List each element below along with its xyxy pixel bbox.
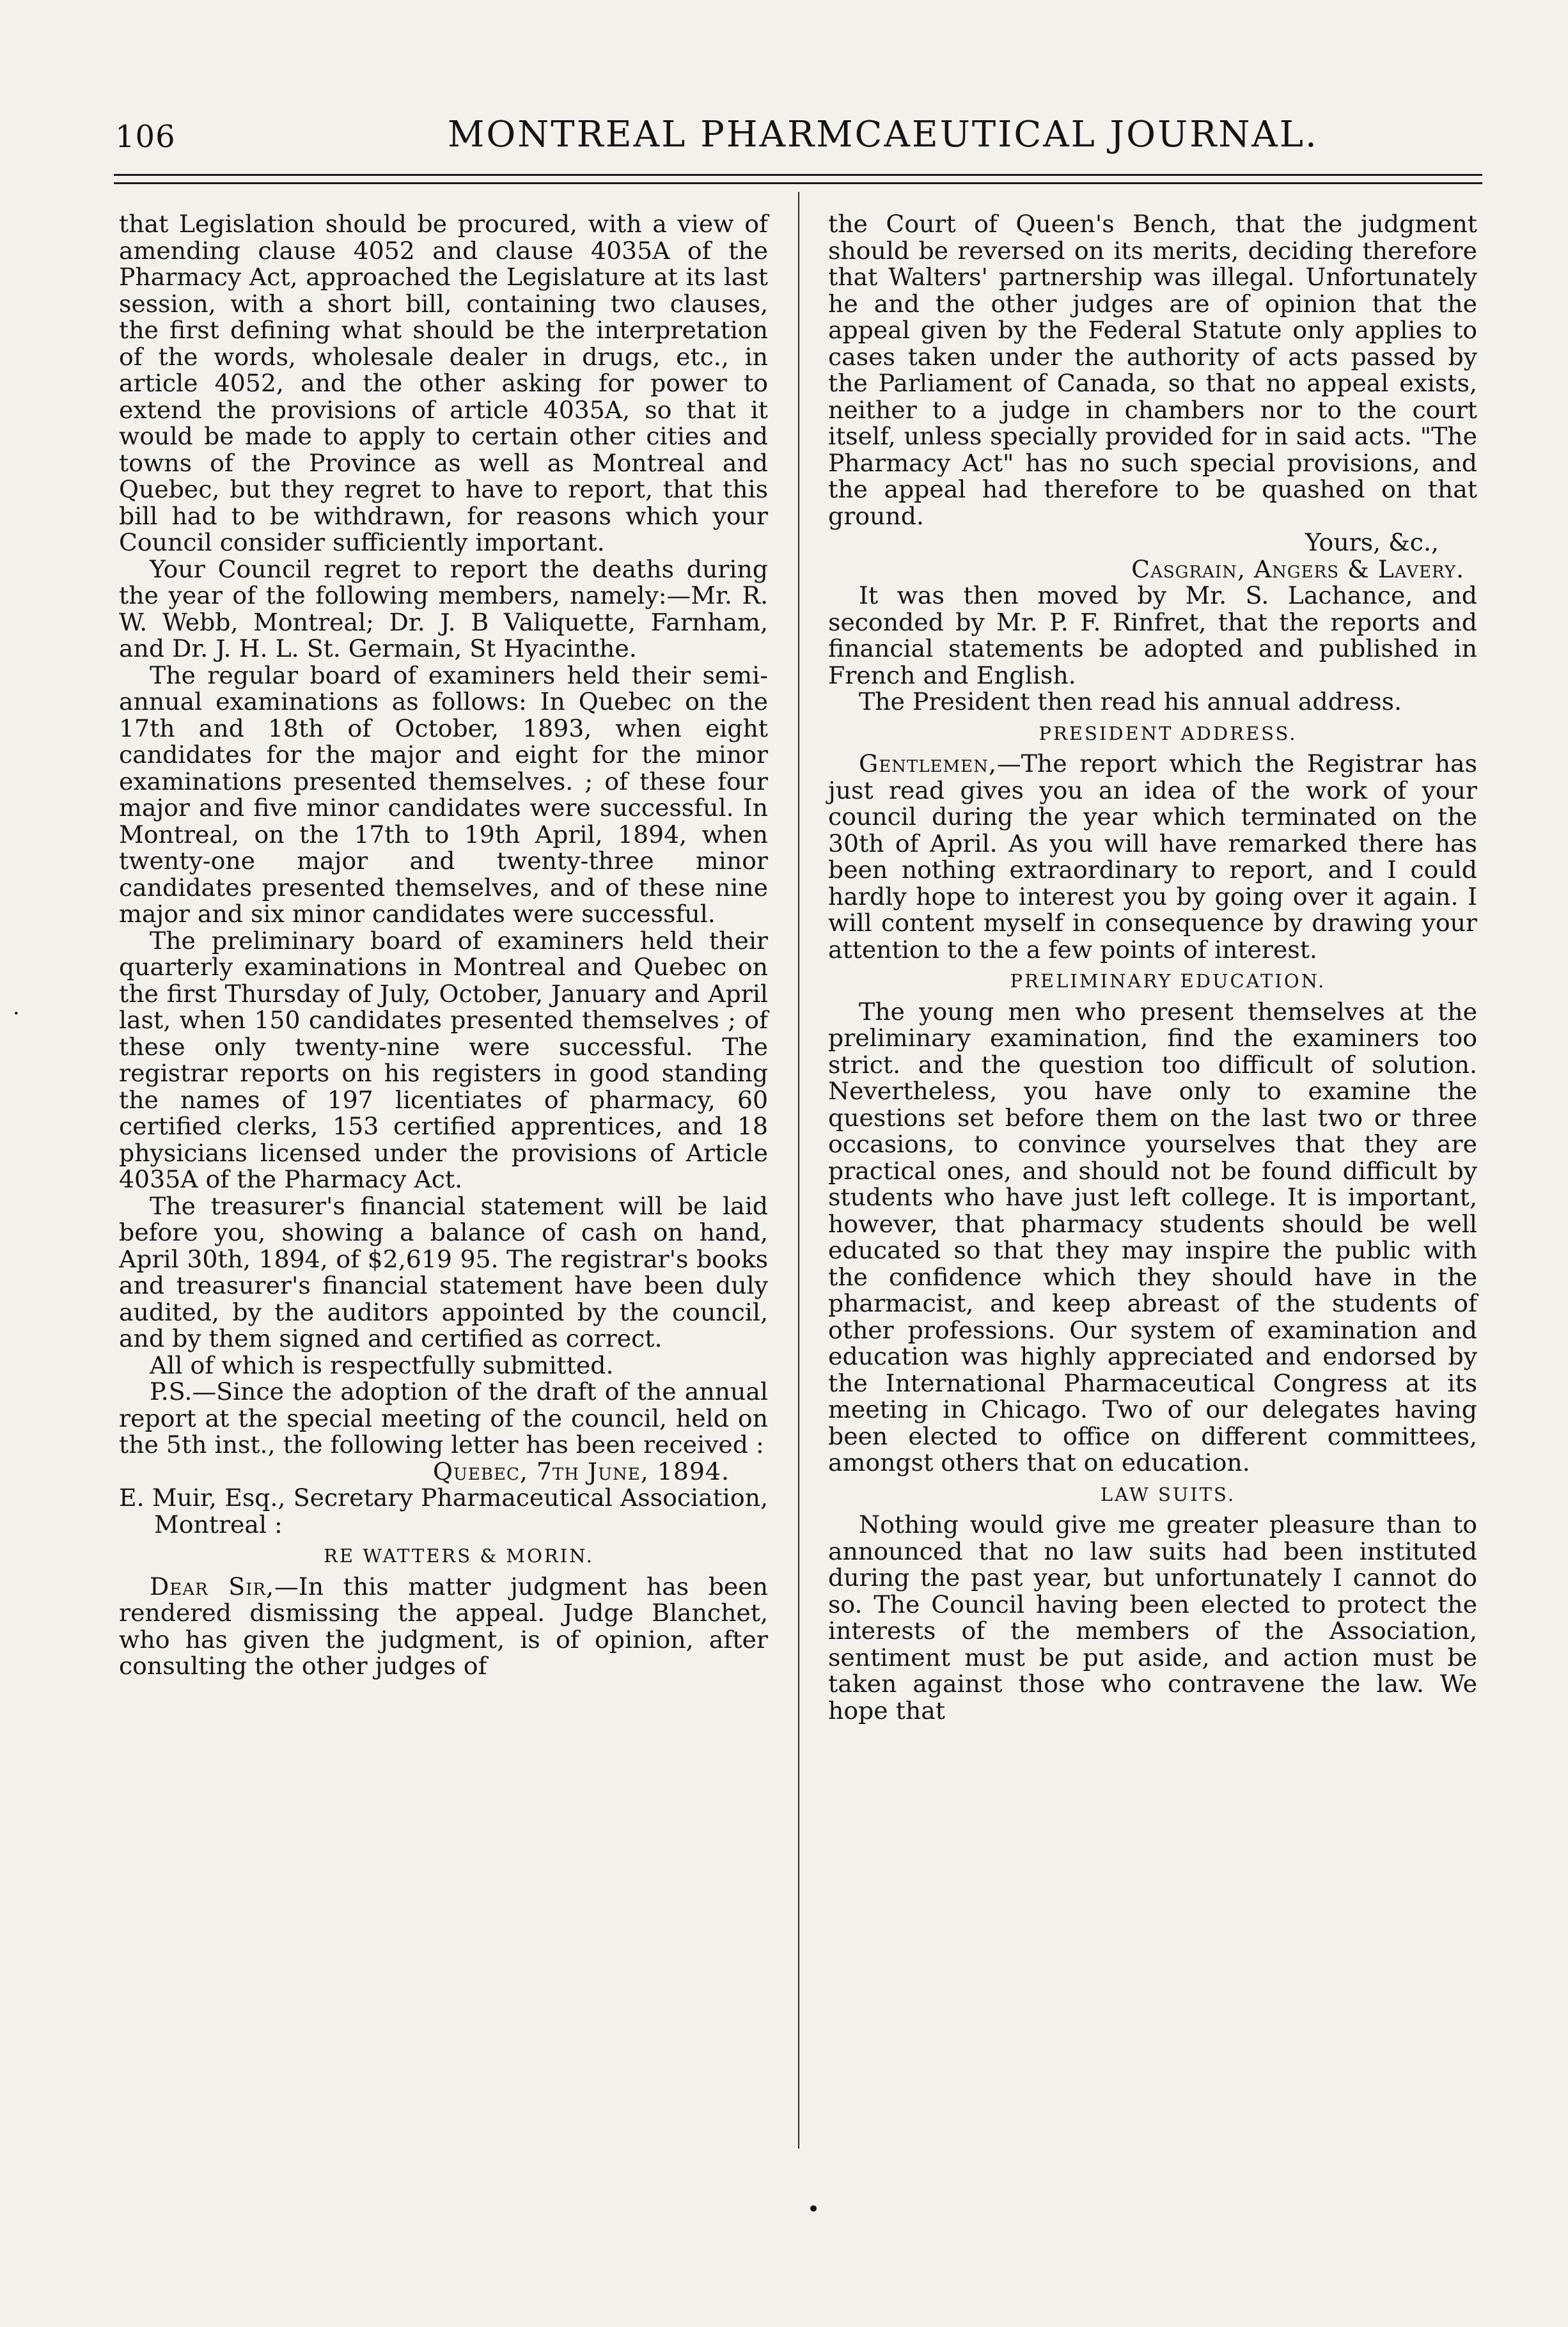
page-number: 106 <box>115 119 176 155</box>
header-rule-top <box>114 174 1482 176</box>
letter-body-text: —In this matter judgment has been rendered dismissing the appeal. Judge Blanchet, who has given the judgment, is of opinion, after consulting the other judges of <box>119 1572 769 1680</box>
letter-closing: Yours, &c., <box>1305 528 1439 556</box>
page-header <box>115 114 1490 159</box>
heading-president-address: PRESIDENT ADDRESS. <box>1039 722 1298 744</box>
letter-salutation: Dear Sir, <box>150 1572 274 1601</box>
right-paragraph-2: It was then moved by Mr. S. Lachance, and seconded by Mr. P. F. Rinfret, that the reports and financial statements be adopted and published in French and English. <box>828 581 1477 689</box>
left-paragraph-4: The preliminary board of examiners held their quarterly examinations in Montreal and Quebec on the first Thursday of July, October, January and April last, when 150 candidates presented themselves ; of these only twenty-nine were successful. The registrar reports on his registers in good standing the names of 197 licentiates of pharmacy, 60 certified clerks, 153 certified apprentices, and 18 physicians licensed under the provisions of Article 4035A of the Pharmacy Act. <box>119 926 768 1193</box>
left-paragraph-3: The regular board of examiners held their semi-annual examinations as follows: In Quebec on the 17th and 18th of October, 1893, when eight candidates for the major and eight for the minor examinations presented themselves. ; of these four major and five minor candidates were successful. In Montreal, on the 17th to 19th April, 1894, when twenty-one major and twenty-three minor candidates presented themselves, and of these nine major and six minor candidates were successful. <box>119 661 768 928</box>
address-opening <box>828 751 1477 963</box>
letter-body <box>119 1574 768 1680</box>
address-opening-text: —The report which the Registrar has just read gives you an idea of the work of your council during the year which terminated on the 30th of April. As you will have remarked there has been nothing extraordinary to report, and I could hardly hope to interest you by going over it again. I will content myself in consequence by drawing your attention to the a few points of interest. <box>828 749 1477 964</box>
running-title: MONTREAL PHARMCAEUTICAL JOURNAL. <box>448 114 1319 155</box>
letter-addressee: E. Muir, Esq., Secretary Pharmaceutical Association, Montreal : <box>119 1484 768 1539</box>
header-rule-bottom <box>114 182 1482 184</box>
right-column <box>828 211 1477 1724</box>
left-paragraph-5: The treasurer's financial statement will be laid before you, showing a balance of cash on hand, April 30th, 1894, of $2,619 95. The registrar's books and treasurer's financial statement have been duly audited, by the auditors appointed by the council, and by them signed and certified as correct. <box>119 1191 768 1352</box>
heading-law-suits: LAW SUITS. <box>1100 1483 1236 1505</box>
letter-dateline: Quebec, 7th June, 1894. <box>433 1457 730 1485</box>
right-paragraph-law-suits: Nothing would give me greater pleasure than to announced that no law suits had been instituted during the past year, but unfortunately I cannot do so. The Council having been elected to protect the interests of the members of the Association, sentiment must be put aside, and action must be taken against those who contravene the law. We hope that <box>828 1510 1477 1725</box>
right-paragraph-3: The President then read his annual address. <box>859 687 1402 716</box>
right-paragraph-1: the Court of Queen's Bench, that the judgment should be reversed on its merits, deciding therefore that Walters' partnership was illegal. Unfortunately he and the other judges are of opinion that the appeal given by the Federal Statute only applies to cases taken under the authority of acts passed by the Parliament of Canada, so that no appeal exists, neither to a judge in chambers nor to the court itself, unless specially provided for in said acts. "The Pharmacy Act" has no such special provisions, and the appeal had therefore to be quashed on that ground. <box>828 210 1477 530</box>
left-paragraph-6: All of which is respectfully submitted. <box>150 1351 614 1379</box>
heading-preliminary-education: PRELIMINARY EDUCATION. <box>1010 970 1326 992</box>
column-divider <box>798 192 799 2149</box>
left-column <box>119 211 768 1680</box>
left-paragraph-7: P.S.—Since the adoption of the draft of the annual report at the special meeting of the council, held on the 5th inst., the following letter has been received : <box>119 1377 768 1459</box>
margin-speck: · <box>13 1001 20 1026</box>
address-salutation: Gentlemen, <box>859 749 997 778</box>
footer-speck: • <box>807 2197 820 2222</box>
left-paragraph-2: Your Council regret to report the deaths during the year of the following members, namely:—Mr. R. W. Webb, Montreal; Dr. J. B Valiquette, Farnham, and Dr. J. H. L. St. Germain, St Hyacinthe. <box>119 554 768 662</box>
right-paragraph-education: The young men who present themselves at the preliminary examination, find the examiners too strict. and the question too difficult of solution. Nevertheless, you have only to examine the questions set before them on the last two or three occasions, to convince yourselves that they are practical ones, and should not be found difficult by students who have just left college. It is important, however, that pharmacy students should be well educated so that they may inspire the public with the confidence which they should have in the pharmacist, and keep abreast of the students of other professions. Our system of examination and education was highly appreciated and endorsed by the International Pharmaceutical Congress at its meeting in Chicago. Two of our delegates having been elected to office on different committees, amongst others that on education. <box>828 997 1477 1477</box>
left-paragraph-1: that Legislation should be procured, with a view of amending clause 4052 and clause 4035A of the Pharmacy Act, approached the Legislature at its last session, with a short bill, containing two clauses, the first defining what should be the interpretation of the words, wholesale dealer in drugs, etc., in article 4052, and the other asking for power to extend the provisions of article 4035A, so that it would be made to apply to certain other cities and towns of the Province as well as Montreal and Quebec, but they regret to have to report, that this bill had to be withdrawn, for reasons which your Council consider sufficiently important. <box>119 210 768 556</box>
letter-signature: Casgrain, Angers & Lavery. <box>1131 554 1464 583</box>
letter-re-heading: RE WATTERS & MORIN. <box>324 1545 594 1567</box>
